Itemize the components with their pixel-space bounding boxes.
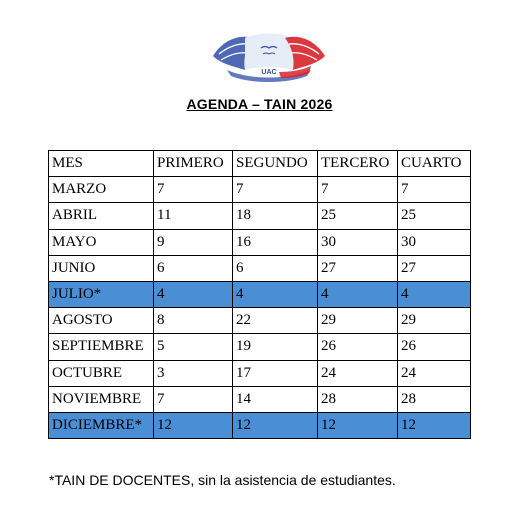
cell-primero: 3 bbox=[154, 360, 233, 386]
cell-segundo: 16 bbox=[233, 229, 318, 255]
cell-cuarto: 24 bbox=[398, 360, 471, 386]
cell-mes: NOVIEMBRE bbox=[49, 386, 154, 412]
table-row bbox=[49, 229, 471, 255]
cell-cuarto: 25 bbox=[398, 203, 471, 229]
cell-tercero: 12 bbox=[318, 412, 398, 438]
cell-mes: JULIO* bbox=[49, 281, 154, 307]
cell-cuarto: 4 bbox=[398, 281, 471, 307]
table-row bbox=[49, 334, 471, 360]
table-row bbox=[49, 308, 471, 334]
table-row bbox=[49, 281, 471, 307]
table-row bbox=[49, 386, 471, 412]
header-mes: MES bbox=[49, 151, 154, 177]
cell-mes: JUNIO bbox=[49, 255, 154, 281]
table-header-row bbox=[49, 151, 471, 177]
table-row bbox=[49, 177, 471, 203]
footnote: *TAIN DE DOCENTES, sin la asistencia de estudiantes. bbox=[49, 472, 396, 488]
agenda-table bbox=[48, 150, 471, 439]
cell-segundo: 18 bbox=[233, 203, 318, 229]
table-row bbox=[49, 360, 471, 386]
cell-mes: SEPTIEMBRE bbox=[49, 334, 154, 360]
cell-tercero: 30 bbox=[318, 229, 398, 255]
cell-segundo: 19 bbox=[233, 334, 318, 360]
cell-primero: 12 bbox=[154, 412, 233, 438]
cell-segundo: 7 bbox=[233, 177, 318, 203]
cell-mes: MARZO bbox=[49, 177, 154, 203]
cell-mes: AGOSTO bbox=[49, 308, 154, 334]
cell-segundo: 22 bbox=[233, 308, 318, 334]
cell-segundo: 14 bbox=[233, 386, 318, 412]
uac-logo bbox=[209, 26, 329, 84]
cell-primero: 7 bbox=[154, 386, 233, 412]
cell-cuarto: 12 bbox=[398, 412, 471, 438]
cell-primero: 8 bbox=[154, 308, 233, 334]
cell-cuarto: 27 bbox=[398, 255, 471, 281]
cell-tercero: 4 bbox=[318, 281, 398, 307]
cell-cuarto: 7 bbox=[398, 177, 471, 203]
cell-primero: 6 bbox=[154, 255, 233, 281]
cell-primero: 5 bbox=[154, 334, 233, 360]
cell-primero: 7 bbox=[154, 177, 233, 203]
cell-cuarto: 26 bbox=[398, 334, 471, 360]
table-row bbox=[49, 412, 471, 438]
cell-tercero: 28 bbox=[318, 386, 398, 412]
cell-primero: 4 bbox=[154, 281, 233, 307]
header-cuarto: CUARTO bbox=[398, 151, 471, 177]
cell-primero: 9 bbox=[154, 229, 233, 255]
cell-tercero: 25 bbox=[318, 203, 398, 229]
cell-cuarto: 28 bbox=[398, 386, 471, 412]
cell-segundo: 17 bbox=[233, 360, 318, 386]
cell-tercero: 27 bbox=[318, 255, 398, 281]
cell-mes: ABRIL bbox=[49, 203, 154, 229]
cell-tercero: 29 bbox=[318, 308, 398, 334]
cell-segundo: 12 bbox=[233, 412, 318, 438]
cell-tercero: 24 bbox=[318, 360, 398, 386]
table-row bbox=[49, 255, 471, 281]
cell-segundo: 4 bbox=[233, 281, 318, 307]
cell-mes: OCTUBRE bbox=[49, 360, 154, 386]
header-primero: PRIMERO bbox=[154, 151, 233, 177]
logo-text: UAC bbox=[261, 69, 277, 76]
cell-cuarto: 30 bbox=[398, 229, 471, 255]
table-row bbox=[49, 203, 471, 229]
cell-mes: DICIEMBRE* bbox=[49, 412, 154, 438]
header-segundo: SEGUNDO bbox=[233, 151, 318, 177]
cell-tercero: 26 bbox=[318, 334, 398, 360]
cell-tercero: 7 bbox=[318, 177, 398, 203]
page-title: AGENDA – TAIN 2026 bbox=[186, 96, 333, 112]
cell-primero: 11 bbox=[154, 203, 233, 229]
cell-mes: MAYO bbox=[49, 229, 154, 255]
header-tercero: TERCERO bbox=[318, 151, 398, 177]
cell-segundo: 6 bbox=[233, 255, 318, 281]
cell-cuarto: 29 bbox=[398, 308, 471, 334]
